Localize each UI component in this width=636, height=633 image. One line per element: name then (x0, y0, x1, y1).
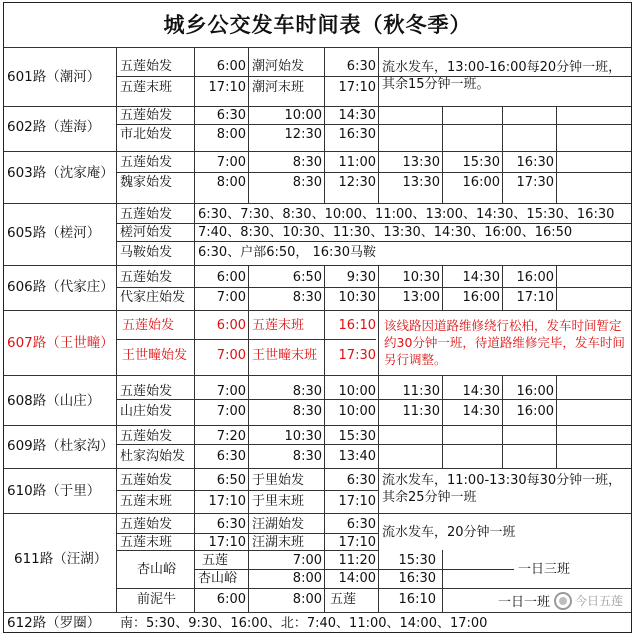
station-label: 五莲始发 (120, 207, 173, 222)
station-label: 五莲始发 (120, 108, 173, 123)
time-cell: 6:30 (346, 59, 376, 74)
time-cell: 10:00 (338, 404, 376, 419)
time-cell: 14:30 (462, 404, 500, 419)
time-cell: 8:30 (292, 290, 322, 305)
time-cell: 6:00 (216, 270, 246, 285)
time-cell: 17:10 (208, 494, 246, 509)
divider (248, 47, 249, 203)
divider (442, 375, 443, 425)
divider (4, 425, 631, 426)
station-label: 前泥牛 (137, 592, 177, 607)
station-label: 汪湖末班 (252, 535, 305, 550)
divider (4, 203, 631, 204)
divider (378, 265, 379, 513)
time-cell: 8:00 (216, 175, 246, 190)
time-cell: 14:30 (462, 270, 500, 285)
time-cell: 17:30 (338, 348, 376, 363)
divider (4, 151, 631, 152)
station-label: 杏山峪 (137, 562, 177, 577)
station-label: 五莲始发 (120, 473, 173, 488)
time-cell: 17:10 (338, 535, 376, 550)
divider (324, 513, 325, 612)
time-cell: 7:00 (216, 155, 246, 170)
time-cell: 16:10 (338, 318, 376, 333)
time-cell: 16:30 (398, 571, 436, 586)
station-label: 王世疃始发 (122, 348, 188, 363)
time-cell: 7:00 (216, 348, 246, 363)
time-cell: 10:30 (402, 270, 440, 285)
divider (116, 47, 117, 612)
divider (324, 265, 325, 513)
time-cell: 8:00 (216, 127, 246, 142)
time-cell: 8:30 (292, 175, 322, 190)
time-cell: 14:00 (338, 571, 376, 586)
station-label: 五莲始发 (120, 384, 173, 399)
station-label: 潮河末班 (252, 80, 305, 95)
time-cell: 13:30 (402, 175, 440, 190)
time-list: 南：5:30、9:30、16:00、北：7:40、11:00、14:00、17:00 (120, 616, 488, 631)
route-name: 606路（代家庄） (7, 279, 114, 295)
route-note: 流水发车，20分钟一班 (382, 525, 516, 540)
time-cell: 6:00 (216, 318, 246, 333)
time-cell: 16:00 (516, 270, 554, 285)
station-label: 五莲 (202, 553, 229, 568)
station-label: 于里始发 (252, 473, 305, 488)
time-cell: 14:30 (338, 108, 376, 123)
time-cell: 15:30 (398, 553, 436, 568)
time-cell: 10:00 (284, 108, 322, 123)
route-note: 流水发车，11:00-13:30每30分钟一班，其余25分钟一班 (382, 473, 622, 505)
divider (4, 47, 631, 48)
time-cell: 17:10 (208, 80, 246, 95)
station-label: 五莲末班 (120, 494, 173, 509)
time-cell: 6:30 (216, 449, 246, 464)
time-cell: 17:10 (338, 80, 376, 95)
time-cell: 14:30 (462, 384, 500, 399)
station-label: 代家庄始发 (120, 290, 186, 305)
time-cell: 17:10 (338, 494, 376, 509)
divider (442, 106, 443, 203)
station-label: 五莲 (330, 592, 357, 607)
time-cell: 12:30 (338, 175, 376, 190)
divider (194, 513, 195, 612)
station-label: 五莲始发 (120, 59, 173, 74)
divider (556, 375, 557, 468)
station-label: 王世疃末班 (252, 348, 318, 363)
route-name: 601路（潮河） (7, 69, 101, 85)
station-label: 于里末班 (252, 494, 305, 509)
time-cell: 10:30 (338, 290, 376, 305)
divider (4, 513, 631, 514)
time-list: 6:30、7:30、8:30、10:00、11:00、13:00、14:30、15:30、16:30 (198, 207, 615, 222)
time-cell: 16:00 (516, 404, 554, 419)
time-cell: 6:00 (216, 59, 246, 74)
time-cell: 10:00 (338, 384, 376, 399)
time-cell: 8:30 (292, 404, 322, 419)
divider (116, 339, 376, 340)
time-cell: 13:40 (338, 449, 376, 464)
timetable-sheet (3, 2, 632, 633)
station-label: 槎河始发 (120, 225, 173, 240)
time-cell: 11:30 (402, 404, 440, 419)
watermark (554, 592, 623, 611)
time-cell: 6:30 (346, 517, 376, 532)
station-label: 杜家沟始发 (120, 449, 186, 464)
route-name: 609路（杜家沟） (7, 438, 114, 454)
route-name: 612路（罗圈） (7, 615, 101, 631)
divider (194, 47, 195, 203)
time-cell: 13:30 (402, 155, 440, 170)
time-cell: 11:20 (338, 553, 376, 568)
time-cell: 8:00 (292, 571, 322, 586)
station-label: 五莲始发 (120, 517, 173, 532)
divider (502, 106, 503, 203)
route-name: 603路（沈家庵） (7, 165, 114, 181)
route-name: 611路（汪湖） (14, 551, 108, 567)
time-cell: 6:50 (292, 270, 322, 285)
time-cell: 11:00 (338, 155, 376, 170)
station-label: 马鞍始发 (120, 245, 173, 260)
station-label: 五莲始发 (120, 270, 173, 285)
time-cell: 8:30 (292, 155, 322, 170)
time-cell: 12:30 (284, 127, 322, 142)
frequency-note: 一日三班 (517, 562, 570, 577)
time-cell: 6:00 (216, 592, 246, 607)
station-label: 杏山峪 (198, 571, 238, 586)
station-label: 五莲始发 (122, 318, 175, 333)
divider (324, 47, 325, 203)
time-cell: 7:00 (216, 384, 246, 399)
time-cell: 8:30 (292, 449, 322, 464)
station-label: 市北始发 (120, 127, 173, 142)
route-name: 608路（山庄） (7, 393, 101, 409)
time-cell: 16:00 (462, 175, 500, 190)
divider (4, 375, 631, 376)
station-label: 五莲始发 (120, 429, 173, 444)
time-cell: 7:00 (216, 290, 246, 305)
route-note: 流水发车，13:00-16:00每20分钟一班，其余15分钟一班。 (382, 60, 622, 92)
divider (502, 375, 503, 468)
time-cell: 17:30 (516, 175, 554, 190)
divider (194, 203, 195, 265)
time-cell: 7:00 (216, 404, 246, 419)
station-label: 五莲始发 (120, 155, 173, 170)
divider (556, 106, 557, 203)
time-cell: 16:00 (462, 290, 500, 305)
divider (502, 265, 503, 310)
time-cell: 8:00 (292, 592, 322, 607)
page-title: 城乡公交发车时间表（秋冬季） (163, 13, 472, 37)
divider (4, 468, 631, 469)
station-label: 五莲末班 (252, 318, 305, 333)
time-cell: 11:30 (402, 384, 440, 399)
frequency-note: 一日一班 (497, 595, 550, 610)
wechat-logo-icon (554, 592, 572, 610)
time-cell: 10:30 (284, 429, 322, 444)
time-cell: 15:30 (338, 429, 376, 444)
time-cell: 16:30 (338, 127, 376, 142)
watermark-label: 今日五莲 (574, 593, 623, 608)
divider (194, 265, 195, 513)
route-name: 605路（槎河） (7, 225, 101, 241)
divider (248, 513, 249, 612)
route-note: 该线路因道路维修绕行松柏，发车时间暂定约30分钟一班，待道路维修完毕，发车时间另行调整。 (384, 318, 625, 367)
divider (442, 425, 443, 468)
time-cell: 17:10 (516, 290, 554, 305)
time-cell: 16:10 (398, 592, 436, 607)
station-label: 汪湖始发 (252, 517, 305, 532)
divider (248, 265, 249, 513)
time-cell: 7:00 (292, 553, 322, 568)
time-cell: 16:00 (516, 384, 554, 399)
divider (442, 550, 443, 612)
route-name: 602路（莲海） (7, 119, 101, 135)
time-cell: 17:10 (208, 535, 246, 550)
station-label: 魏家始发 (120, 175, 173, 190)
time-cell: 15:30 (462, 155, 500, 170)
divider (4, 265, 631, 266)
time-cell: 6:30 (346, 473, 376, 488)
time-cell: 13:00 (402, 290, 440, 305)
divider (4, 310, 631, 311)
time-cell: 6:50 (216, 473, 246, 488)
time-list: 6:30、户部6:50， 16:30马鞍 (198, 245, 376, 260)
time-cell: 6:30 (216, 517, 246, 532)
time-cell: 6:30 (216, 108, 246, 123)
divider (116, 490, 378, 491)
time-cell: 8:30 (292, 384, 322, 399)
station-label: 山庄始发 (120, 404, 173, 419)
divider (378, 513, 379, 612)
divider (4, 612, 631, 613)
route-name: 610路（于里） (7, 483, 101, 499)
station-label: 五莲末班 (120, 535, 173, 550)
divider (442, 265, 443, 310)
route-name: 607路（王世疃） (7, 335, 114, 351)
station-label: 潮河始发 (252, 59, 305, 74)
time-list: 7:40、8:30、10:30、11:30、13:30、14:30、16:00、16:50 (198, 225, 573, 240)
divider (378, 47, 379, 203)
time-cell: 7:20 (216, 429, 246, 444)
divider (556, 265, 557, 310)
station-label: 五莲末班 (120, 80, 173, 95)
time-cell: 16:30 (516, 155, 554, 170)
time-cell: 9:30 (346, 270, 376, 285)
